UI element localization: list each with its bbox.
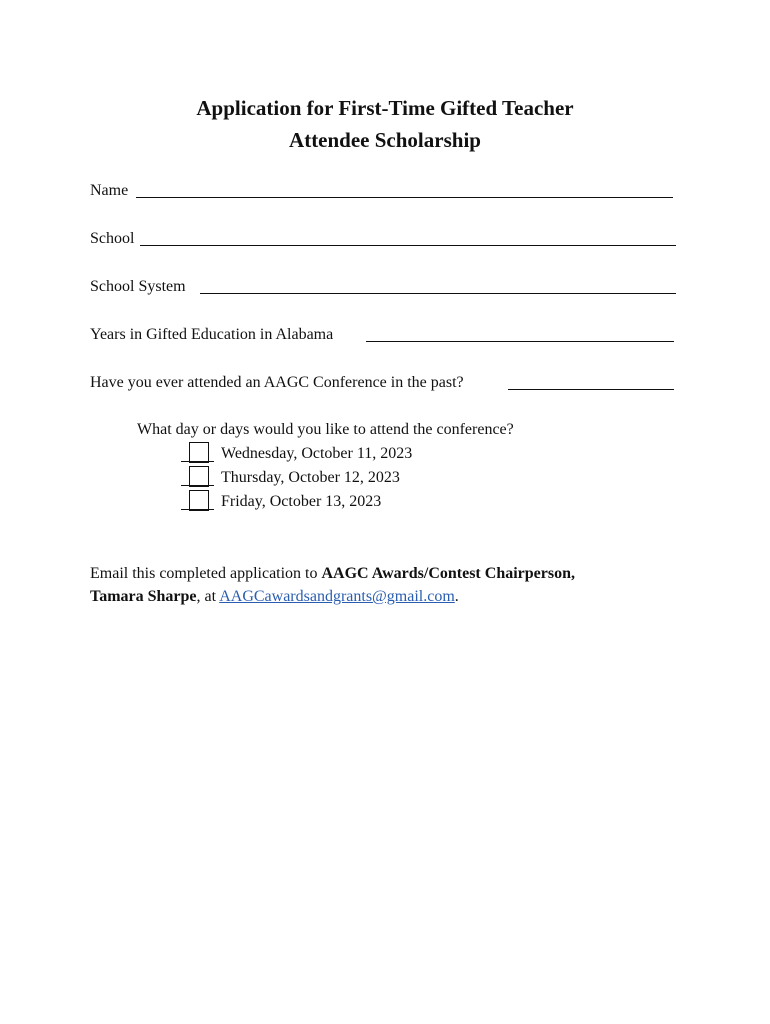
name-field[interactable] xyxy=(136,197,673,198)
wednesday-label: Wednesday, October 11, 2023 xyxy=(221,445,413,462)
school-system-label: School System xyxy=(90,278,186,295)
friday-label: Friday, October 13, 2023 xyxy=(221,493,382,510)
school-system-field-row xyxy=(90,277,186,297)
chair-title: AAGC Awards/Contest Chairperson, xyxy=(321,565,575,582)
friday-checkbox[interactable] xyxy=(189,490,209,511)
name-field-row xyxy=(90,181,128,201)
school-label: School xyxy=(90,230,135,247)
attended-field[interactable] xyxy=(508,389,674,390)
school-system-field[interactable] xyxy=(200,293,676,294)
school-field-row xyxy=(90,229,134,249)
wednesday-checkbox[interactable] xyxy=(189,442,209,463)
email-intro: Email this completed application to xyxy=(90,565,322,582)
email-at-text: , at xyxy=(196,588,220,605)
years-label: Years in Gifted Education in Alabama xyxy=(90,326,334,343)
attended-label: Have you ever attended an AAGC Conference in the past? xyxy=(90,374,464,391)
attended-field-row xyxy=(90,373,464,393)
thursday-checkbox[interactable] xyxy=(189,466,209,487)
name-label: Name xyxy=(90,182,129,199)
page-title xyxy=(0,92,770,156)
chair-name: Tamara Sharpe xyxy=(90,588,197,605)
days-question: What day or days would you like to attend the conference? xyxy=(137,421,514,438)
title-line-2: Attendee Scholarship xyxy=(289,128,481,152)
title-line-1: Application for First-Time Gifted Teacher xyxy=(196,96,574,120)
thursday-label: Thursday, October 12, 2023 xyxy=(221,469,400,486)
school-field[interactable] xyxy=(140,245,676,246)
years-field-row xyxy=(90,325,333,345)
years-field[interactable] xyxy=(366,341,674,342)
email-end: . xyxy=(454,588,459,605)
email-instructions xyxy=(90,562,690,608)
email-address-link[interactable]: AAGCawardsandgrants@gmail.com xyxy=(219,588,455,605)
